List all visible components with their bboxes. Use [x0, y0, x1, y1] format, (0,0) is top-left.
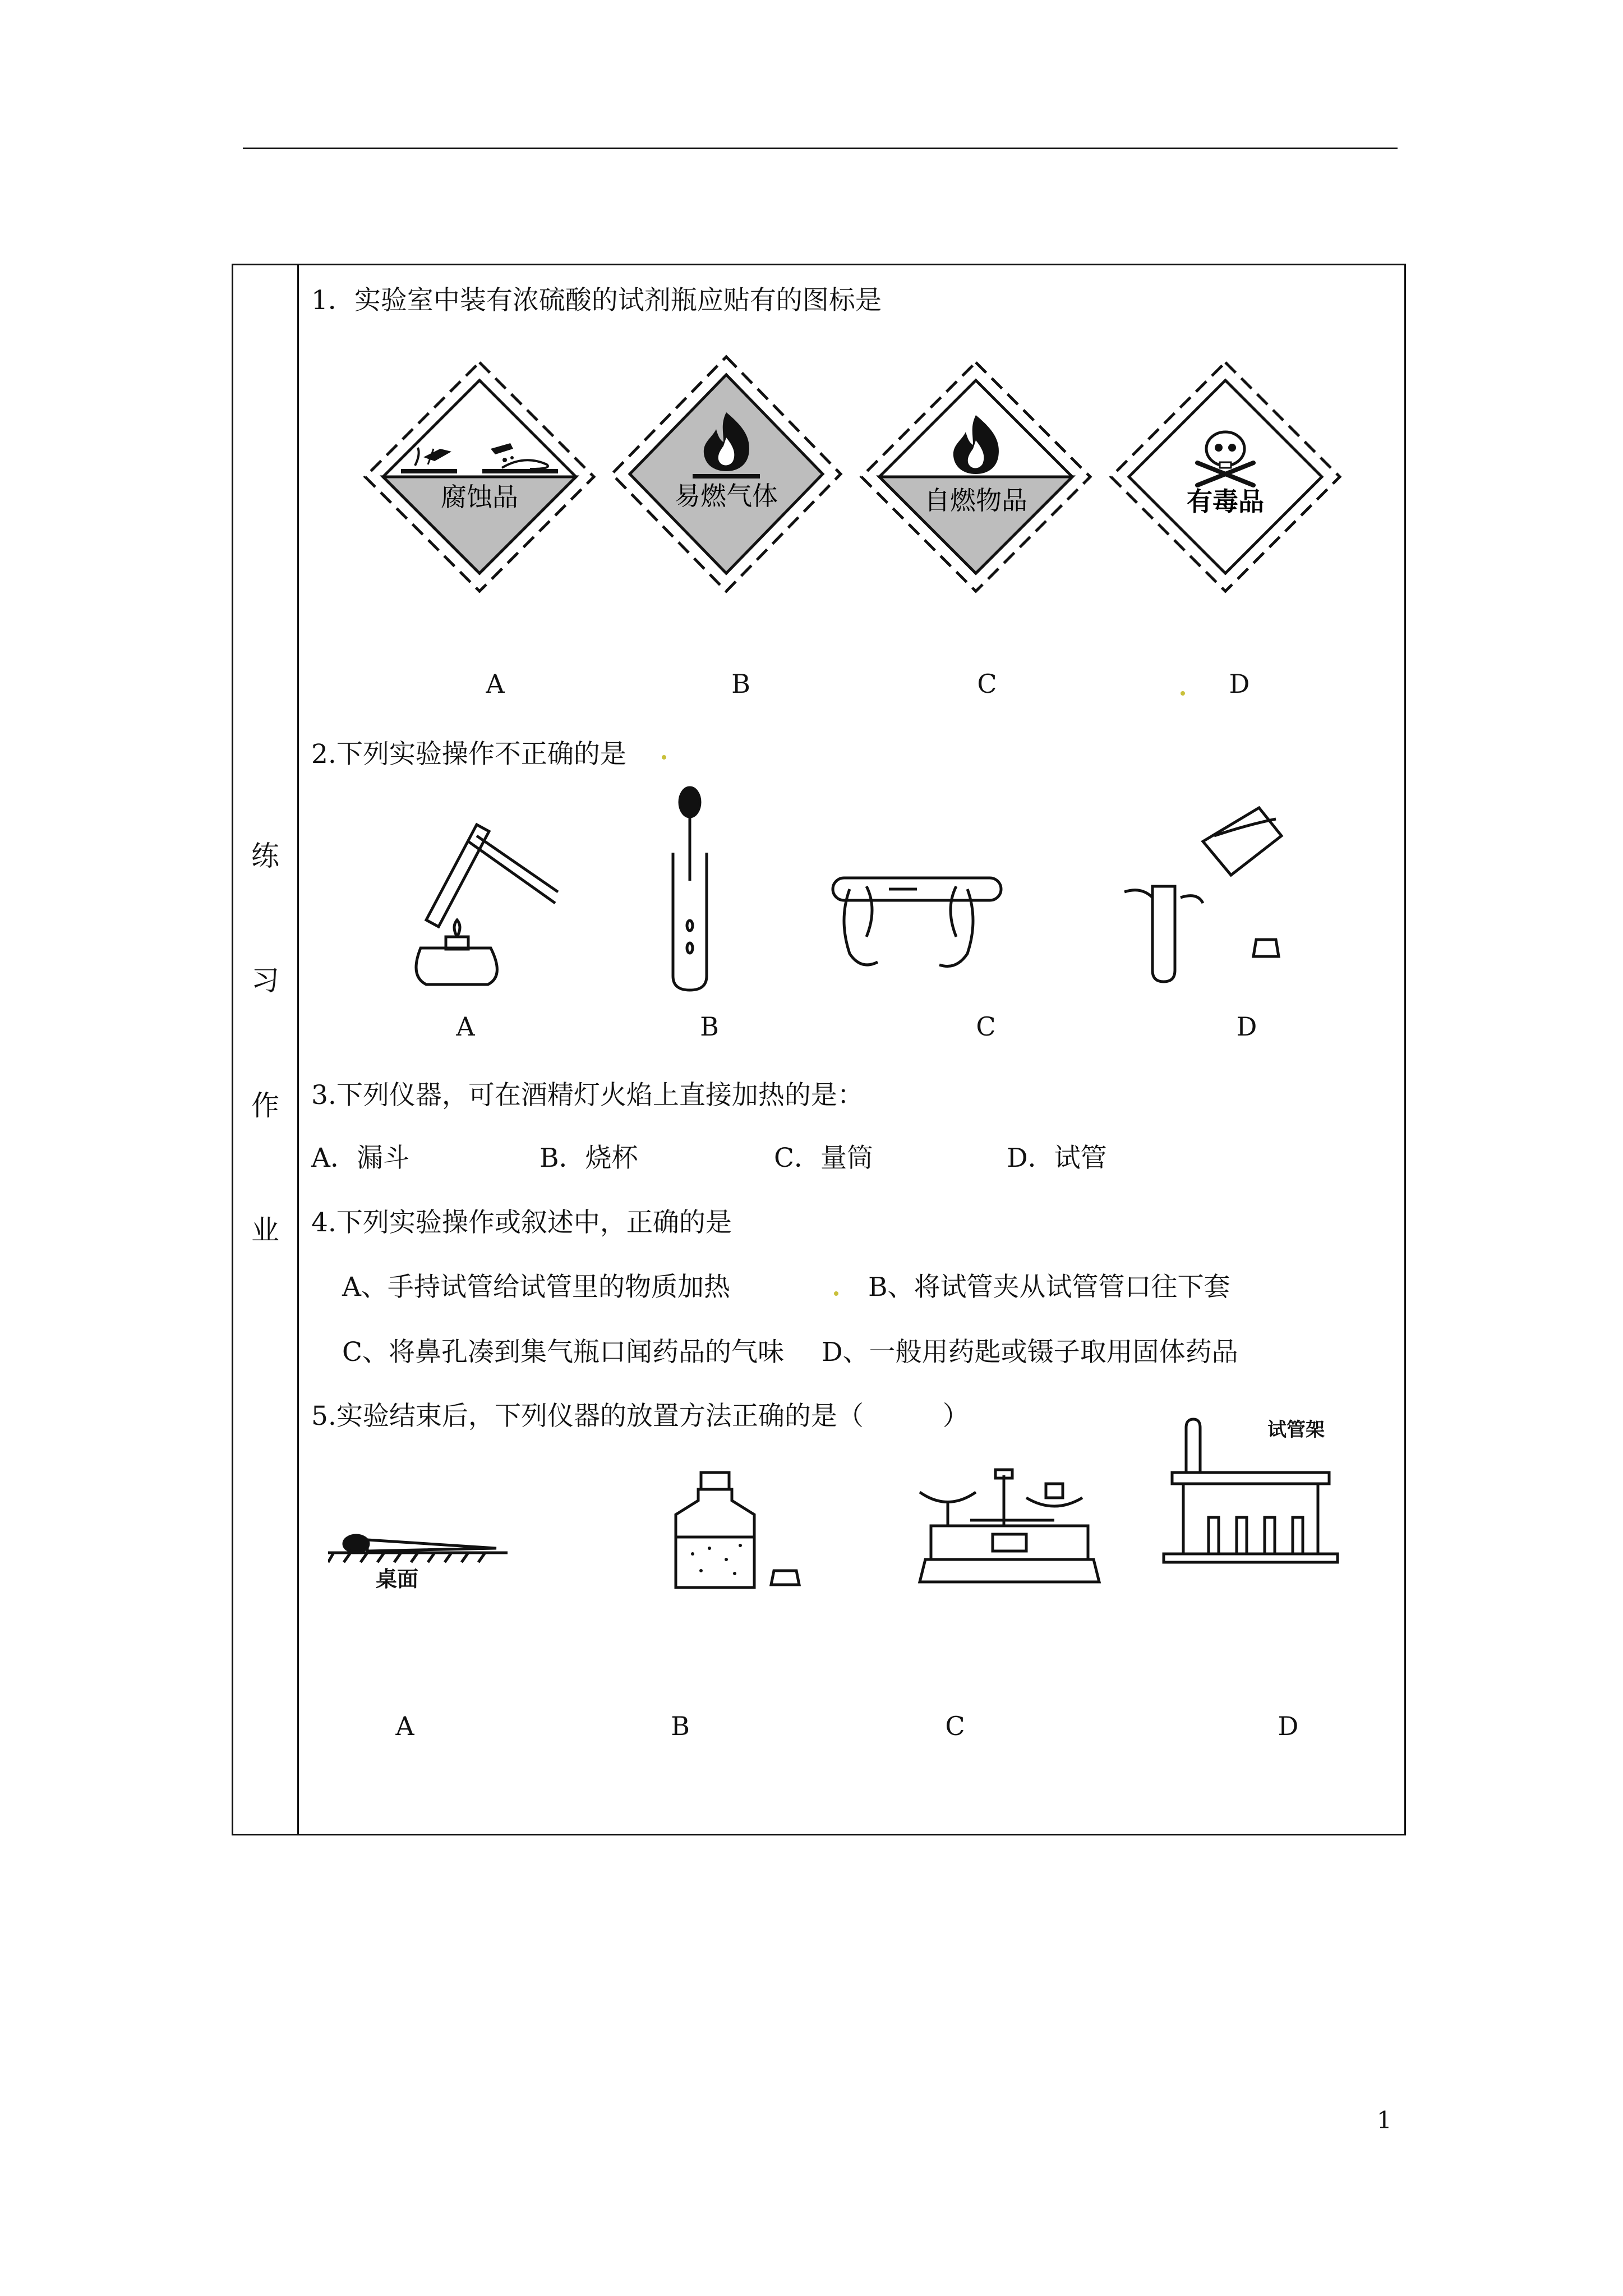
- q3-choice: A．漏斗: [311, 1143, 409, 1174]
- option-letter: A: [395, 1711, 414, 1741]
- q2-stem: 2.下列实验操作不正确的是: [311, 739, 626, 770]
- q4-choice-c: C、将鼻孔凑到集气瓶口闻药品的气味: [342, 1337, 784, 1368]
- sign-label: 易燃气体: [675, 481, 778, 511]
- hazard-sign-c: [858, 359, 1094, 595]
- option-letter: A: [486, 669, 505, 699]
- option-letter: C: [945, 1711, 965, 1741]
- hazard-sign-a: [362, 359, 597, 595]
- q2-figure-a: [393, 808, 566, 993]
- q5-stem: 5.实验结束后，下列仪器的放置方法正确的是（ ）: [311, 1401, 969, 1432]
- option-letter: B: [731, 669, 750, 699]
- rack-label: 试管架: [1267, 1419, 1325, 1441]
- option-letter: C: [976, 1011, 996, 1042]
- q3-choice: C．量筒: [774, 1143, 873, 1174]
- option-letter: D: [1229, 669, 1250, 699]
- option-letter: B: [671, 1711, 690, 1741]
- stray-dot: [662, 755, 666, 760]
- q4-choice-b: B、将试管夹从试管管口往下套: [868, 1272, 1230, 1303]
- sign-label: 腐蚀品: [441, 482, 518, 512]
- hazard-sign-b: [608, 353, 844, 595]
- side-label-char: 练: [251, 840, 279, 872]
- side-label-char: 业: [251, 1214, 279, 1246]
- option-letter: C: [977, 669, 997, 699]
- stray-dot: [1181, 691, 1185, 696]
- q4-choice-a: A、手持试管给试管里的物质加热: [342, 1272, 730, 1303]
- q2-figure-d: [1119, 802, 1287, 987]
- q4-stem: 4.下列实验操作或叙述中，正确的是: [311, 1207, 732, 1238]
- header-rule: [243, 148, 1398, 149]
- q3-choice: B．烧杯: [540, 1143, 638, 1174]
- sign-label: 有毒品: [1187, 486, 1264, 517]
- q5-figure-c: [914, 1464, 1105, 1599]
- q2-figure-c: [827, 864, 1018, 976]
- q4-choice-d: D、一般用药匙或镊子取用固体药品: [822, 1337, 1238, 1368]
- option-letter: D: [1278, 1711, 1299, 1741]
- option-letter: D: [1236, 1011, 1257, 1042]
- q5-figure-a: [328, 1470, 513, 1599]
- side-label-char: 习: [251, 964, 279, 997]
- page-number: 1: [1377, 2106, 1392, 2134]
- side-label-column: [233, 265, 299, 1834]
- sign-label: 自燃物品: [924, 485, 1027, 516]
- q3-choice: D．试管: [1007, 1143, 1107, 1174]
- stray-dot: [834, 1291, 838, 1296]
- side-label-char: 作: [251, 1089, 279, 1122]
- option-letter: B: [700, 1011, 719, 1042]
- desk-label: 桌面: [376, 1567, 419, 1591]
- q3-stem: 3.下列仪器，可在酒精灯火焰上直接加热的是：: [311, 1080, 864, 1111]
- q2-figure-b: [659, 785, 721, 993]
- q5-figure-b: [670, 1470, 805, 1599]
- q5-figure-d: [1161, 1416, 1346, 1565]
- hazard-sign-d: [1108, 359, 1343, 595]
- q1-stem: 1．实验室中装有浓硫酸的试剂瓶应贴有的图标是: [311, 285, 882, 316]
- option-letter: A: [456, 1011, 475, 1042]
